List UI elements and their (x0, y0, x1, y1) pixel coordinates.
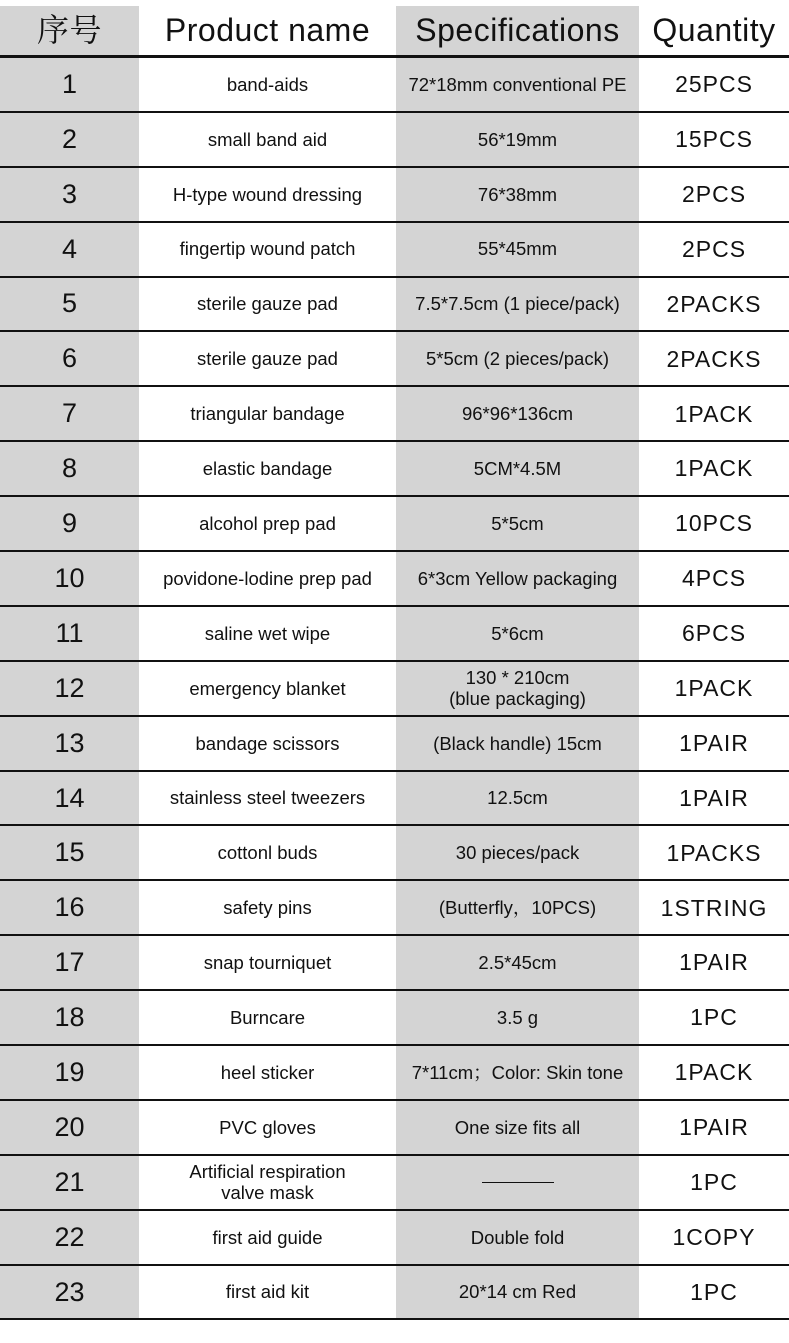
row-product-name: bandage scissors (139, 717, 396, 770)
row-quantity: 1PAIR (639, 717, 789, 770)
row-quantity: 1PACK (639, 662, 789, 715)
row-quantity: 1COPY (639, 1211, 789, 1264)
row-product-name: alcohol prep pad (139, 497, 396, 550)
table-row (0, 881, 789, 936)
product-table (0, 6, 789, 1320)
empty-spec-dash (482, 1182, 554, 1183)
row-specifications: 96*96*136cm (396, 387, 639, 440)
row-index: 10 (0, 552, 139, 605)
row-specifications (396, 1156, 639, 1209)
row-quantity: 1PC (639, 1266, 789, 1319)
table-body (0, 58, 789, 1320)
row-product-name: snap tourniquet (139, 936, 396, 989)
row-quantity: 1PC (639, 991, 789, 1044)
row-product-name: Burncare (139, 991, 396, 1044)
row-specifications: One size fits all (396, 1101, 639, 1154)
table-row (0, 772, 789, 827)
row-product-name: Artificial respiration valve mask (139, 1156, 396, 1209)
row-specifications: 3.5 g (396, 991, 639, 1044)
row-specifications: 5*5cm (2 pieces/pack) (396, 332, 639, 385)
row-index: 5 (0, 278, 139, 331)
header-specifications: Specifications (396, 6, 639, 55)
row-specifications: 56*19mm (396, 113, 639, 166)
table-row (0, 278, 789, 333)
row-quantity: 1PACK (639, 442, 789, 495)
row-product-name: elastic bandage (139, 442, 396, 495)
row-product-name: heel sticker (139, 1046, 396, 1099)
row-index: 7 (0, 387, 139, 440)
row-index: 19 (0, 1046, 139, 1099)
row-index: 4 (0, 223, 139, 276)
row-quantity: 6PCS (639, 607, 789, 660)
table-row (0, 387, 789, 442)
row-index: 12 (0, 662, 139, 715)
row-index: 8 (0, 442, 139, 495)
row-quantity: 4PCS (639, 552, 789, 605)
row-quantity: 1PACKS (639, 826, 789, 879)
row-index: 1 (0, 58, 139, 111)
table-row (0, 1266, 789, 1321)
row-index: 16 (0, 881, 139, 934)
row-specifications: (Black handle) 15cm (396, 717, 639, 770)
row-product-name: safety pins (139, 881, 396, 934)
row-quantity: 1PACK (639, 1046, 789, 1099)
row-specifications: 20*14 cm Red (396, 1266, 639, 1319)
row-quantity: 2PACKS (639, 332, 789, 385)
row-index: 6 (0, 332, 139, 385)
row-product-name: H-type wound dressing (139, 168, 396, 221)
row-specifications: 76*38mm (396, 168, 639, 221)
row-index: 20 (0, 1101, 139, 1154)
table-row (0, 168, 789, 223)
row-quantity: 1PAIR (639, 1101, 789, 1154)
table-row (0, 552, 789, 607)
row-specifications: 2.5*45cm (396, 936, 639, 989)
row-product-name: saline wet wipe (139, 607, 396, 660)
table-row (0, 332, 789, 387)
row-product-name: triangular bandage (139, 387, 396, 440)
row-specifications: 5*6cm (396, 607, 639, 660)
row-product-name: sterile gauze pad (139, 278, 396, 331)
row-index: 3 (0, 168, 139, 221)
row-specifications: 5*5cm (396, 497, 639, 550)
table-row (0, 717, 789, 772)
header-product-name: Product name (139, 6, 396, 55)
row-product-name: small band aid (139, 113, 396, 166)
row-index: 17 (0, 936, 139, 989)
row-quantity: 10PCS (639, 497, 789, 550)
row-index: 23 (0, 1266, 139, 1319)
header-quantity: Quantity (639, 6, 789, 55)
row-index: 22 (0, 1211, 139, 1264)
row-index: 2 (0, 113, 139, 166)
row-specifications: 72*18mm conventional PE (396, 58, 639, 111)
row-specifications: 5CM*4.5M (396, 442, 639, 495)
table-row (0, 662, 789, 717)
row-product-name: sterile gauze pad (139, 332, 396, 385)
row-quantity: 1PC (639, 1156, 789, 1209)
row-quantity: 2PCS (639, 223, 789, 276)
table-row (0, 1046, 789, 1101)
table-row (0, 991, 789, 1046)
row-quantity: 2PCS (639, 168, 789, 221)
row-specifications: 130 * 210cm (blue packaging) (396, 662, 639, 715)
table-row (0, 607, 789, 662)
row-quantity: 1PACK (639, 387, 789, 440)
table-row (0, 442, 789, 497)
row-index: 13 (0, 717, 139, 770)
row-specifications: 6*3cm Yellow packaging (396, 552, 639, 605)
table-row (0, 223, 789, 278)
table-row (0, 826, 789, 881)
table-row (0, 936, 789, 991)
row-quantity: 25PCS (639, 58, 789, 111)
row-specifications: 7*11cm；Color: Skin tone (396, 1046, 639, 1099)
row-specifications: Double fold (396, 1211, 639, 1264)
table-row (0, 113, 789, 168)
header-index: 序号 (0, 6, 139, 55)
row-product-name: stainless steel tweezers (139, 772, 396, 825)
row-quantity: 15PCS (639, 113, 789, 166)
row-quantity: 2PACKS (639, 278, 789, 331)
table-row (0, 1101, 789, 1156)
table-row (0, 1156, 789, 1211)
row-product-name: fingertip wound patch (139, 223, 396, 276)
row-specifications: 7.5*7.5cm (1 piece/pack) (396, 278, 639, 331)
row-specifications: (Butterfly，10PCS) (396, 881, 639, 934)
row-index: 11 (0, 607, 139, 660)
row-product-name: emergency blanket (139, 662, 396, 715)
table-header-row (0, 6, 789, 58)
row-index: 9 (0, 497, 139, 550)
row-product-name: cottonl buds (139, 826, 396, 879)
row-quantity: 1STRING (639, 881, 789, 934)
row-index: 21 (0, 1156, 139, 1209)
table-row (0, 497, 789, 552)
row-product-name: first aid kit (139, 1266, 396, 1319)
row-specifications: 12.5cm (396, 772, 639, 825)
row-index: 18 (0, 991, 139, 1044)
row-product-name: band-aids (139, 58, 396, 111)
row-product-name: povidone-lodine prep pad (139, 552, 396, 605)
row-index: 15 (0, 826, 139, 879)
row-product-name: first aid guide (139, 1211, 396, 1264)
row-quantity: 1PAIR (639, 936, 789, 989)
row-quantity: 1PAIR (639, 772, 789, 825)
row-product-name: PVC gloves (139, 1101, 396, 1154)
table-row (0, 58, 789, 113)
table-row (0, 1211, 789, 1266)
row-specifications: 55*45mm (396, 223, 639, 276)
row-specifications: 30 pieces/pack (396, 826, 639, 879)
row-index: 14 (0, 772, 139, 825)
